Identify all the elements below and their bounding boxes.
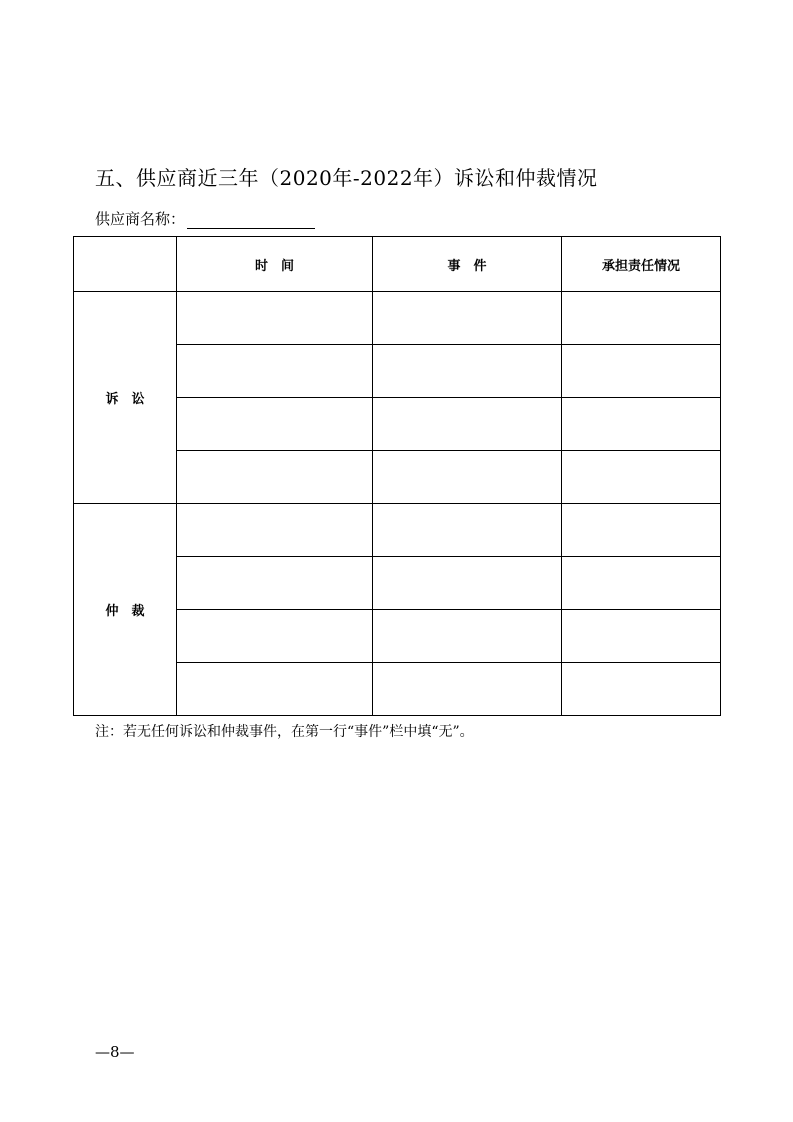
header-cell-time: 时 间 — [177, 237, 373, 292]
table-cell[interactable] — [562, 292, 721, 345]
table-cell[interactable] — [177, 610, 373, 663]
table-cell[interactable] — [562, 345, 721, 398]
header-cell-liability: 承担责任情况 — [562, 237, 721, 292]
table-header-row — [74, 237, 721, 292]
group-label-litigation: 诉 讼 — [74, 292, 177, 504]
table-cell[interactable] — [373, 610, 562, 663]
table-cell[interactable] — [177, 345, 373, 398]
table-cell[interactable] — [177, 292, 373, 345]
table-cell[interactable] — [373, 451, 562, 504]
table-row — [74, 292, 721, 345]
table-cell[interactable] — [562, 451, 721, 504]
section-title: 五、供应商近三年（2020年-2022年）诉讼和仲裁情况 — [95, 166, 598, 190]
table-row — [74, 504, 721, 557]
table-cell[interactable] — [177, 398, 373, 451]
table-cell[interactable] — [373, 292, 562, 345]
table-cell[interactable] — [177, 504, 373, 557]
table-footnote: 注：若无任何诉讼和仲裁事件，在第一行“事件”栏中填“无”。 — [95, 724, 474, 740]
table-cell[interactable] — [373, 398, 562, 451]
table-cell[interactable] — [373, 504, 562, 557]
table-cell[interactable] — [562, 610, 721, 663]
supplier-name-blank-line[interactable] — [187, 212, 315, 229]
table-cell[interactable] — [373, 345, 562, 398]
table-cell[interactable] — [562, 663, 721, 716]
header-cell-event: 事 件 — [373, 237, 562, 292]
header-cell-blank — [74, 237, 177, 292]
table-cell[interactable] — [373, 557, 562, 610]
table-cell[interactable] — [373, 663, 562, 716]
supplier-name-label: 供应商名称： — [95, 210, 186, 228]
supplier-name-field — [95, 208, 315, 229]
table-cell[interactable] — [562, 504, 721, 557]
table-cell[interactable] — [177, 663, 373, 716]
table-cell[interactable] — [177, 451, 373, 504]
table-cell[interactable] — [177, 557, 373, 610]
group-label-arbitration: 仲 裁 — [74, 504, 177, 716]
table-cell[interactable] — [562, 557, 721, 610]
table-cell[interactable] — [562, 398, 721, 451]
litigation-arbitration-table — [73, 236, 721, 716]
page-number: —8— — [95, 1043, 135, 1061]
